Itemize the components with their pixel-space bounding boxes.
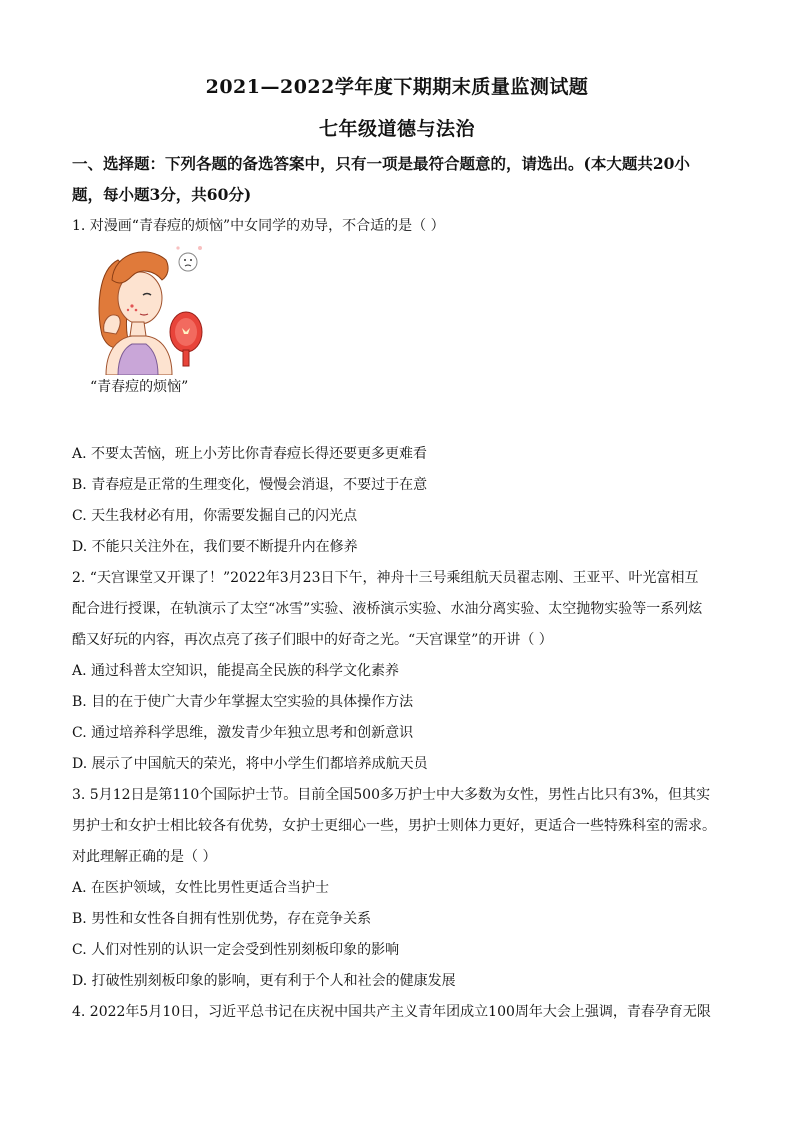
question-3-stem-line-3: 对此理解正确的是（ ） bbox=[72, 849, 217, 865]
question-1-stem: 1. 对漫画“青春痘的烦恼”中女同学的劝导，不合适的是（ ） bbox=[72, 218, 445, 234]
section-heading-line-2: 题，每小题3分，共60分) bbox=[72, 185, 252, 204]
question-1-option-b[interactable]: B. 青春痘是正常的生理变化，慢慢会消退，不要过于在意 bbox=[72, 477, 428, 493]
question-3-option-b[interactable]: B. 男性和女性各自拥有性别优势，存在竞争关系 bbox=[72, 911, 372, 927]
question-2-option-d[interactable]: D. 展示了中国航天的荣光，将中小学生们都培养成航天员 bbox=[72, 756, 428, 772]
cartoon-girl-pimple-illustration bbox=[88, 240, 218, 375]
question-2-option-a[interactable]: A. 通过科普太空知识，能提高全民族的科学文化素养 bbox=[72, 663, 400, 679]
question-3-option-a[interactable]: A. 在医护领域，女性比男性更适合当护士 bbox=[72, 880, 330, 896]
question-1-option-c[interactable]: C. 天生我材必有用，你需要发掘自己的闪光点 bbox=[72, 508, 358, 524]
question-3-stem-line-1: 3. 5月12日是第110个国际护士节。目前全国500多万护士中大多数为女性，男性占比只有3%，但其实 bbox=[72, 787, 711, 803]
question-3-option-d[interactable]: D. 打破性别刻板印象的影响，更有利于个人和社会的健康发展 bbox=[72, 973, 456, 989]
section-heading-line-1: 一、选择题：下列各题的备选答案中，只有一项是最符合题意的，请选出。(本大题共20小 bbox=[72, 154, 690, 173]
question-1-option-a[interactable]: A. 不要太苦恼，班上小芳比你青春痘长得还要更多更难看 bbox=[72, 446, 428, 462]
question-2-stem-line-2: 配合进行授课，在轨演示了太空“冰雪”实验、液桥演示实验、水油分离实验、太空抛物实验等一系列炫 bbox=[72, 601, 703, 617]
exam-subtitle: 七年级道德与法治 bbox=[318, 118, 475, 140]
question-2-option-b[interactable]: B. 目的在于使广大青少年掌握太空实验的具体操作方法 bbox=[72, 694, 414, 710]
question-2-stem-line-3: 酷又好玩的内容，再次点亮了孩子们眼中的好奇之光。“天宫课堂”的开讲（ ） bbox=[72, 632, 553, 648]
question-3-option-c[interactable]: C. 人们对性别的认识一定会受到性别刻板印象的影响 bbox=[72, 942, 400, 958]
question-3-stem-line-2: 男护士和女护士相比较各有优势，女护士更细心一些，男护士则体力更好，更适合一些特殊科室的需求。 bbox=[72, 818, 716, 834]
question-2-option-c[interactable]: C. 通过培养科学思维，激发青少年独立思考和创新意识 bbox=[72, 725, 414, 741]
question-1-option-d[interactable]: D. 不能只关注外在，我们要不断提升内在修养 bbox=[72, 539, 358, 555]
question-4-stem-line-1: 4. 2022年5月10日，习近平总书记在庆祝中国共产主义青年团成立100周年大会上强调，青春孕育无限 bbox=[72, 1004, 711, 1020]
exam-title: 2021—2022学年度下期期末质量监测试题 bbox=[205, 76, 589, 98]
question-2-stem-line-1: 2. “天宫课堂又开课了！”2022年3月23日下午，神舟十三号乘组航天员翟志刚、王亚平、叶光富相互 bbox=[72, 570, 699, 586]
figure-caption: “青春痘的烦恼” bbox=[90, 379, 189, 395]
